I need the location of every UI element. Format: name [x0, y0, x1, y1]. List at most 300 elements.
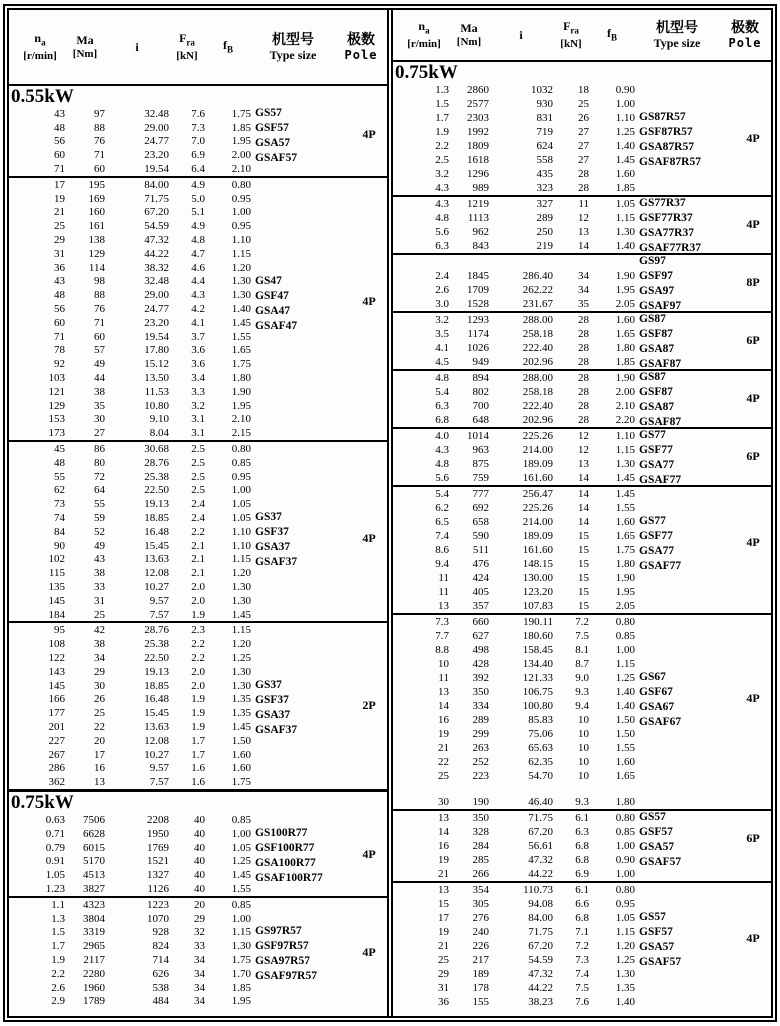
cell-ratio: 558 — [536, 154, 553, 166]
gear-block — [393, 427, 771, 485]
cell-torque: 424 — [472, 572, 489, 584]
cell-torque: 72 — [94, 470, 105, 483]
cell-radial-force: 7.4 — [575, 968, 589, 980]
table-row — [393, 139, 771, 153]
cell-ratio: 25.38 — [144, 638, 169, 651]
cell-radial-force: 10 — [578, 756, 589, 768]
table-row — [9, 413, 387, 427]
cell-torque: 392 — [472, 672, 489, 684]
cell-ratio: 225.26 — [522, 430, 553, 442]
column-header — [553, 19, 589, 51]
cell-speed: 2.4 — [435, 270, 449, 282]
cell-ratio: 18.85 — [144, 512, 169, 524]
cell-radial-force: 2.0 — [191, 665, 205, 678]
cell-torque: 2577 — [467, 98, 489, 110]
type-size-group — [255, 924, 317, 984]
cell-radial-force: 2.5 — [191, 456, 205, 469]
cell-ratio: 44.22 — [528, 868, 553, 880]
cell-torque: 894 — [472, 372, 489, 384]
cell-speed: 1.1 — [51, 898, 65, 911]
cell-torque: 1026 — [467, 342, 489, 354]
cell-speed: 22 — [438, 756, 449, 768]
cell-radial-force: 34 — [194, 981, 205, 994]
cell-torque: 3319 — [83, 926, 105, 939]
cell-service-factor: 1.30 — [231, 594, 251, 607]
column-header — [15, 31, 65, 63]
cell-radial-force: 2.1 — [191, 567, 205, 580]
cell-radial-force: 28 — [578, 168, 589, 180]
cell-service-factor: 1.30 — [231, 665, 251, 678]
cell-torque: 33 — [94, 580, 105, 593]
cell-radial-force: 40 — [194, 841, 205, 854]
cell-torque: 4513 — [83, 869, 105, 882]
table-row — [393, 529, 771, 543]
cell-radial-force: 3.7 — [191, 330, 205, 343]
pole-label: 6P — [746, 831, 760, 845]
cell-speed: 2.2 — [51, 967, 65, 980]
table-row — [9, 316, 387, 330]
cell-service-factor: 1.75 — [231, 776, 251, 789]
table-row — [9, 470, 387, 484]
cell-speed: 362 — [48, 776, 65, 789]
cell-speed: 5.6 — [435, 472, 449, 484]
cell-radial-force: 4.3 — [191, 289, 205, 302]
cell-ratio: 288.00 — [522, 372, 553, 384]
cell-radial-force: 10 — [578, 714, 589, 726]
type-size-label: GS67 — [639, 671, 666, 683]
cell-service-factor: 1.00 — [231, 827, 251, 840]
cell-ratio: 28.76 — [144, 456, 169, 469]
table-row — [393, 585, 771, 599]
cell-torque: 276 — [472, 912, 489, 924]
cell-speed: 25 — [54, 220, 65, 233]
cell-radial-force: 34 — [194, 995, 205, 1008]
column-symbol: $f_B$ — [222, 37, 233, 55]
cell-ratio: 22.50 — [144, 651, 169, 664]
cell-ratio: 231.67 — [522, 298, 553, 310]
cell-ratio: 16.48 — [144, 693, 169, 706]
cell-radial-force: 4.2 — [191, 303, 205, 316]
cell-ratio: 16.48 — [144, 525, 169, 538]
cell-service-factor: 1.30 — [231, 940, 251, 953]
cell-service-factor: 1.15 — [615, 444, 635, 456]
cell-ratio: 10.27 — [144, 748, 169, 761]
cell-service-factor: 0.90 — [615, 854, 635, 866]
column-header — [169, 31, 205, 63]
column-symbol: $n_a$ — [418, 18, 430, 36]
cell-torque: 949 — [472, 356, 489, 368]
cell-service-factor: 1.20 — [231, 261, 251, 274]
table-row — [393, 371, 771, 385]
table-row — [9, 511, 387, 525]
cell-speed: 31 — [54, 247, 65, 260]
cell-radial-force: 8.7 — [575, 658, 589, 670]
cell-service-factor: 1.80 — [615, 796, 635, 808]
cell-service-factor: 1.80 — [231, 372, 251, 385]
table-row — [393, 283, 771, 297]
table-row — [9, 692, 387, 706]
cell-torque: 5170 — [83, 855, 105, 868]
cell-torque: 4323 — [83, 898, 105, 911]
table-row — [393, 111, 771, 125]
cell-service-factor: 1.75 — [231, 107, 251, 120]
cell-radial-force: 14 — [578, 516, 589, 528]
cell-speed: 71 — [54, 163, 65, 176]
cell-service-factor: 0.80 — [231, 178, 251, 191]
cell-torque: 759 — [472, 472, 489, 484]
table-row — [393, 501, 771, 515]
table-row — [9, 882, 387, 896]
cell-service-factor: 1.30 — [231, 679, 251, 692]
cell-ratio: 71.75 — [528, 926, 553, 938]
cell-torque: 2303 — [467, 112, 489, 124]
cell-service-factor: 1.45 — [231, 720, 251, 733]
cell-torque: 30 — [94, 413, 105, 426]
cell-speed: 103 — [48, 372, 65, 385]
cell-service-factor: 1.00 — [615, 840, 635, 852]
cell-torque: 25 — [94, 608, 105, 621]
type-size-group — [255, 826, 323, 886]
cell-speed: 2.9 — [51, 995, 65, 1008]
type-size-group — [639, 910, 681, 970]
table-row — [393, 795, 771, 809]
cell-service-factor: 1.00 — [615, 644, 635, 656]
type-size-label: GS47 — [255, 274, 282, 287]
gear-block — [393, 369, 771, 427]
cell-ratio: 18.85 — [144, 679, 169, 692]
cell-service-factor: 1.85 — [231, 121, 251, 134]
type-size-group — [639, 514, 681, 574]
cell-torque: 7506 — [83, 813, 105, 826]
cell-service-factor: 1.75 — [615, 544, 635, 556]
cell-radial-force: 1.9 — [191, 608, 205, 621]
cell-radial-force: 7.1 — [575, 926, 589, 938]
cell-service-factor: 1.55 — [231, 882, 251, 895]
type-size-group — [639, 428, 681, 488]
table-row — [393, 255, 771, 269]
type-size-label: GSF87R57 — [639, 126, 693, 138]
cell-service-factor: 1.45 — [615, 472, 635, 484]
cell-torque: 97 — [94, 107, 105, 120]
cell-service-factor: 1.30 — [231, 275, 251, 288]
type-size-label: GSAF57 — [255, 152, 298, 164]
cell-ratio: 29.00 — [144, 121, 169, 134]
cell-radial-force: 14 — [578, 472, 589, 484]
cell-service-factor: 1.00 — [615, 868, 635, 880]
type-size-label: GSAF97R57 — [255, 970, 317, 983]
cell-torque: 20 — [94, 734, 105, 747]
table-row — [9, 651, 387, 665]
table-row — [393, 197, 771, 211]
table-row — [393, 457, 771, 471]
table-row — [9, 637, 387, 651]
cell-speed: 6.2 — [435, 502, 449, 514]
table-row — [9, 827, 387, 841]
type-size-label: GSAF87 — [639, 416, 682, 428]
cell-radial-force: 1.7 — [191, 734, 205, 747]
cell-service-factor: 2.10 — [231, 163, 251, 176]
cell-speed: 36 — [54, 261, 65, 274]
table-row — [393, 83, 771, 97]
cell-speed: 3.0 — [435, 298, 449, 310]
type-size-label: GSA100R77 — [255, 856, 316, 869]
cell-ratio: 54.59 — [144, 220, 169, 233]
cell-torque: 49 — [94, 358, 105, 371]
cell-radial-force: 15 — [578, 586, 589, 598]
cell-service-factor: 1.10 — [615, 430, 635, 442]
cell-torque: 648 — [472, 414, 489, 426]
table-row — [393, 543, 771, 557]
table-row — [9, 288, 387, 302]
column-unit: [r/min] — [407, 38, 441, 51]
cell-torque: 1528 — [467, 298, 489, 310]
cell-ratio: 180.60 — [522, 630, 553, 642]
cell-ratio: 1032 — [531, 84, 553, 96]
pole-label: 4P — [362, 945, 376, 960]
cell-service-factor: 0.80 — [615, 616, 635, 628]
cell-service-factor: 1.55 — [231, 330, 251, 343]
cell-radial-force: 13 — [578, 458, 589, 470]
cell-speed: 2.2 — [435, 140, 449, 152]
cell-service-factor: 1.45 — [615, 488, 635, 500]
gear-block — [9, 813, 387, 896]
cell-ratio: 13.63 — [144, 720, 169, 733]
table-row — [393, 643, 771, 657]
cell-speed: 16 — [438, 840, 449, 852]
table-row — [9, 854, 387, 868]
cell-service-factor: 1.05 — [231, 498, 251, 511]
type-size-label: GSA87 — [639, 343, 675, 355]
cell-speed: 10 — [438, 658, 449, 670]
cell-radial-force: 3.2 — [191, 399, 205, 412]
cell-speed: 17 — [438, 912, 449, 924]
cell-service-factor: 1.00 — [231, 912, 251, 925]
cell-service-factor: 2.10 — [231, 413, 251, 426]
table-row — [393, 755, 771, 769]
type-size-label: GSF87 — [639, 328, 673, 340]
cell-speed: 60 — [54, 316, 65, 329]
cell-service-factor: 1.30 — [231, 580, 251, 593]
column-symbol: i — [135, 40, 139, 54]
table-row — [9, 426, 387, 440]
gear-block — [393, 195, 771, 253]
cell-ratio: 9.10 — [149, 413, 169, 426]
cell-speed: 95 — [54, 624, 65, 637]
cell-torque: 59 — [94, 512, 105, 524]
cell-speed: 15 — [438, 898, 449, 910]
cell-radial-force: 4.8 — [191, 234, 205, 247]
cell-radial-force: 6.6 — [575, 898, 589, 910]
type-size-label: GS87 — [639, 313, 666, 325]
type-size-label: GSAF77 — [639, 474, 682, 486]
cell-service-factor: 1.65 — [615, 328, 635, 340]
cell-torque: 428 — [472, 658, 489, 670]
gear-block — [393, 311, 771, 369]
cell-speed: 3.2 — [435, 314, 449, 326]
table-row — [393, 413, 771, 427]
cell-speed: 19 — [54, 192, 65, 205]
type-size-label: GSF37 — [255, 526, 289, 539]
column-header — [489, 28, 553, 42]
cell-speed: 2.5 — [435, 154, 449, 166]
cell-service-factor: 1.40 — [615, 686, 635, 698]
type-size-label: GSAF100R77 — [255, 871, 323, 884]
pole-label: 2P — [362, 698, 376, 713]
table-row — [393, 967, 771, 981]
pole-label: 4P — [746, 931, 760, 945]
cell-radial-force: 28 — [578, 314, 589, 326]
cell-torque: 217 — [472, 954, 489, 966]
cell-torque: 266 — [472, 868, 489, 880]
type-size-label: GS57 — [639, 911, 666, 923]
cell-radial-force: 28 — [578, 414, 589, 426]
section-title: 0.55kW — [11, 86, 74, 107]
cell-service-factor: 0.85 — [615, 630, 635, 642]
cell-ratio: 75.06 — [528, 728, 553, 740]
cell-torque: 357 — [472, 600, 489, 612]
cell-torque: 963 — [472, 444, 489, 456]
cell-radial-force: 28 — [578, 356, 589, 368]
table-row — [393, 385, 771, 399]
pole-label: 4P — [362, 846, 376, 861]
cell-torque: 1113 — [467, 212, 489, 224]
cell-radial-force: 1.6 — [191, 762, 205, 775]
table-row — [9, 868, 387, 882]
power-section — [393, 62, 771, 1009]
cell-ratio: 214.00 — [522, 444, 553, 456]
cell-service-factor: 1.60 — [615, 516, 635, 528]
cell-ratio: 15.12 — [144, 358, 169, 371]
cell-speed: 29 — [54, 234, 65, 247]
table-row — [393, 699, 771, 713]
cell-radial-force: 40 — [194, 827, 205, 840]
cell-torque: 49 — [94, 539, 105, 552]
cell-service-factor: 0.85 — [231, 813, 251, 826]
table-row — [9, 371, 387, 385]
cell-service-factor: 2.00 — [615, 386, 635, 398]
cell-radial-force: 6.8 — [575, 912, 589, 924]
column-unit: [Nm] — [456, 36, 482, 48]
cell-radial-force: 2.1 — [191, 539, 205, 552]
cell-torque: 17 — [94, 748, 105, 761]
cell-radial-force: 12 — [578, 444, 589, 456]
cell-torque: 86 — [94, 443, 105, 456]
column-symbol: $f_B$ — [606, 25, 617, 43]
type-size-label: GS57 — [255, 107, 282, 119]
pole-label: 4P — [746, 131, 760, 145]
cell-ratio: 538 — [152, 981, 169, 994]
cell-ratio: 148.15 — [522, 558, 553, 570]
cell-torque: 169 — [88, 192, 105, 205]
table-row — [393, 167, 771, 181]
cell-radial-force: 5.0 — [191, 192, 205, 205]
cell-speed: 2.6 — [435, 284, 449, 296]
cell-ratio: 15.45 — [144, 707, 169, 720]
type-size-label: GS37 — [255, 511, 282, 524]
cell-service-factor: 1.75 — [231, 953, 251, 966]
cell-speed: 4.8 — [435, 458, 449, 470]
table-row — [393, 953, 771, 967]
table-row — [393, 429, 771, 443]
cell-service-factor: 1.20 — [615, 940, 635, 952]
table-row — [393, 269, 771, 283]
cell-radial-force: 2.3 — [191, 624, 205, 637]
cell-speed: 92 — [54, 358, 65, 371]
cell-speed: 14 — [438, 826, 449, 838]
cell-ratio: 24.77 — [144, 303, 169, 316]
cell-speed: 7.7 — [435, 630, 449, 642]
cell-service-factor: 1.95 — [615, 284, 635, 296]
cell-torque: 498 — [472, 644, 489, 656]
cell-ratio: 262.22 — [522, 284, 553, 296]
pole-label: 6P — [746, 333, 760, 347]
cell-service-factor: 1.45 — [231, 316, 251, 329]
gear-block — [393, 809, 771, 881]
cell-torque: 60 — [94, 330, 105, 343]
cell-radial-force: 28 — [578, 182, 589, 194]
pole-label: 4P — [746, 691, 760, 705]
cell-torque: 1992 — [467, 126, 489, 138]
cell-torque: 285 — [472, 854, 489, 866]
cell-radial-force: 2.5 — [191, 470, 205, 483]
cell-radial-force: 14 — [578, 240, 589, 252]
table-row — [393, 911, 771, 925]
table-row — [9, 953, 387, 967]
cell-service-factor: 1.65 — [231, 344, 251, 357]
cell-ratio: 323 — [536, 182, 553, 194]
cell-ratio: 106.75 — [522, 686, 553, 698]
table-row — [9, 623, 387, 637]
cell-ratio: 67.20 — [144, 206, 169, 219]
cell-radial-force: 7.2 — [575, 616, 589, 628]
type-size-label: GSF67 — [639, 686, 673, 698]
cell-torque: 289 — [472, 714, 489, 726]
cell-speed: 19 — [438, 728, 449, 740]
column-header — [449, 21, 489, 49]
cell-radial-force: 13 — [578, 226, 589, 238]
cell-torque: 55 — [94, 498, 105, 511]
cell-speed: 135 — [48, 580, 65, 593]
cell-speed: 74 — [54, 512, 65, 524]
cell-speed: 13 — [438, 884, 449, 896]
type-size-label: GS97 — [639, 255, 666, 267]
cell-service-factor: 1.25 — [615, 126, 635, 138]
cell-ratio: 1223 — [147, 898, 169, 911]
table-row — [9, 994, 387, 1008]
gear-block — [9, 176, 387, 440]
table-row — [393, 97, 771, 111]
cell-speed: 108 — [48, 638, 65, 651]
column-header — [205, 38, 251, 56]
cell-speed: 48 — [54, 121, 65, 134]
cell-speed: 17 — [54, 178, 65, 191]
table-row — [9, 484, 387, 498]
cell-ratio: 2208 — [147, 813, 169, 826]
cell-torque: 328 — [472, 826, 489, 838]
cell-radial-force: 15 — [578, 544, 589, 556]
cell-ratio: 624 — [536, 140, 553, 152]
cell-ratio: 100.80 — [522, 700, 553, 712]
cell-speed: 1.3 — [435, 84, 449, 96]
type-size-label: GSAF77 — [639, 560, 682, 572]
cell-speed: 13 — [438, 812, 449, 824]
cell-ratio: 65.63 — [528, 742, 553, 754]
table-row — [9, 344, 387, 358]
cell-service-factor: 0.85 — [615, 826, 635, 838]
cell-ratio: 7.57 — [149, 608, 169, 621]
cell-ratio: 1521 — [147, 855, 169, 868]
cell-service-factor: 1.15 — [231, 624, 251, 637]
